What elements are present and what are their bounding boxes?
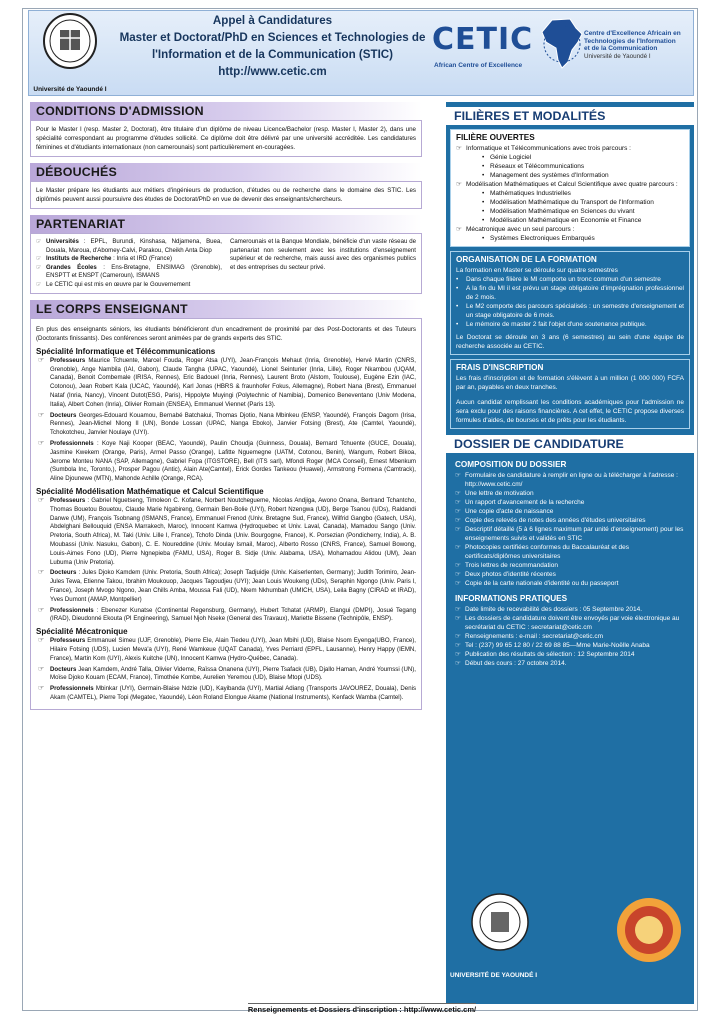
university-caption: Université de Yaoundé I xyxy=(33,86,107,93)
professionnels-list: ☞ Professionnels : Koye Naji Kooper (BEAC, Yaoundé), Paulin Choudja (Guinness, Douala), Bernard Tchuente (GUCE, Douala), Jasmine Kwekem (Orange, Paris), Armel Passo (Orange), Lafitte Nguemegne (UATM, Cotonou, Benin), Wangum, Robert Bikoa, Jerome Monteu NANA (SAP, Allemagne), Gabriel Fopa (ITGSTORE), Bell (ITS sarl), Mfondi Roger (MCA Conseil), Ernest Mbenkum (Sumbola Inc, Toronto,), Prosper Pagou (Antic), Alain Ate(Camtel), Erick Gordes Tankeou (Huawei), Armstrong Formena (Camtrack), Aline Djounewe (MTN), Mahonde Achille (Orange, RCA). xyxy=(38,439,416,483)
hand-pointer-icon: ☞ xyxy=(38,439,45,447)
dossier-title: DOSSIER DE CANDIDATURE xyxy=(446,434,694,453)
partenariat-list xyxy=(36,238,222,289)
composition-title: COMPOSITION DU DOSSIER xyxy=(455,460,567,469)
hand-pointer-icon: ☞ xyxy=(455,490,461,497)
frais-text-1: Les frais d'inscription et de formation s'élèvent à un million (1 000 000) FCFA par an, payables en deux tranches. xyxy=(456,375,684,391)
frais-text-2: Aucun candidat remplissant les conditions académiques pour l'admission ne sera exclu pour des raisons financières. A cet effet, le CETIC propose diverses formules d'aides, de bourses et de prêts pour les étudiants. xyxy=(456,399,684,424)
parcours-item: • Modélisation Mathématique du Transport de l'Information xyxy=(482,199,654,206)
hand-pointer-icon: ☞ xyxy=(456,226,462,233)
hand-pointer-icon: ☞ xyxy=(36,238,42,245)
professionnels-list: ☞ Professionnels : Ebenezer Kunatse (Continental Regensburg, Germany), Hubert Tchatat (ARMP), Elangui (DMPI), Josué Tegang (IRAD), Dieudonné Ekouta (PI Engineering), Samuel Njoh Nseke (General des Travaux), Mariette Bissene (Technipôle, ENSP). xyxy=(38,606,416,623)
admission-title: CONDITIONS D'ADMISSION xyxy=(30,102,422,120)
dossier-item: ☞ Photocopies certifiées conformes du Baccalauréat et des certificats/diplômes universitaires xyxy=(455,544,630,560)
info-item: ☞ Date limite de recevabilité des dossiers : 05 Septembre 2014. xyxy=(455,606,643,613)
hand-pointer-icon: ☞ xyxy=(455,651,461,658)
partenariat-right-text: Camerounais et la Banque Mondiale, bénéficie d'un vaste réseau de partenariat non seulement avec les institutions d'enseignement supérieur et de recherche, mais aussi avec des organismes publics et des entreprises du secteur privé. xyxy=(230,238,416,271)
hand-pointer-icon: ☞ xyxy=(38,496,45,504)
dossier-item: ☞ Une copie d'acte de naissance xyxy=(455,508,554,515)
partenariat-title: PARTENARIAT xyxy=(30,215,422,233)
info-item: ☞ Début des cours : 27 octobre 2014. xyxy=(455,660,567,667)
partner-item: ☞ Universités : EPFL, Burundi, Kinshasa, Ndjamena, Buea, Douala, Maroua, d'Abomey-Calvi, Parakou, Cheikh Anta Diop xyxy=(36,238,222,254)
hand-pointer-icon: ☞ xyxy=(455,562,461,569)
university-seal-icon xyxy=(470,892,530,952)
cetic-english-name: African Centre of Excellence xyxy=(434,62,523,69)
hand-pointer-icon: ☞ xyxy=(38,569,45,577)
hand-pointer-icon: ☞ xyxy=(455,606,461,613)
frais-title: FRAIS D'INSCRIPTION xyxy=(456,363,544,372)
organisation-item: • Le mémoire de master 2 fait l'objet d'une soutenance publique. xyxy=(456,321,647,328)
ensp-logo-icon xyxy=(616,897,682,963)
specialite-title: Spécialité Modélisation Mathématique et Calcul Scientifique xyxy=(36,486,264,496)
cetic-fr-line-3: et de la Communication xyxy=(584,45,658,52)
corps-title: LE CORPS ENSEIGNANT xyxy=(30,300,422,318)
info-item: ☞ Tel : (237) 99 65 12 80 / 22 69 88 85—Mme Marie-Noëlle Anaba xyxy=(455,642,650,649)
parcours-item: • Génie Logiciel xyxy=(482,154,532,161)
hand-pointer-icon: ☞ xyxy=(38,606,45,614)
hand-pointer-icon: ☞ xyxy=(455,508,461,515)
hand-pointer-icon: ☞ xyxy=(455,660,461,667)
hand-pointer-icon: ☞ xyxy=(38,685,45,693)
partner-item: ☞ Instituts de Recherche : Inria et IRD (France) xyxy=(36,255,172,262)
right-column xyxy=(446,102,694,1004)
poster-title xyxy=(110,12,435,80)
hand-pointer-icon: ☞ xyxy=(455,615,461,622)
bullet-icon: • xyxy=(456,276,459,283)
bullet-icon: • xyxy=(482,172,485,179)
bullet-icon: • xyxy=(482,163,485,170)
title-line-1: Appel à Candidatures xyxy=(212,14,333,27)
hand-pointer-icon: ☞ xyxy=(456,145,462,152)
hand-pointer-icon: ☞ xyxy=(455,526,461,533)
organisation-box xyxy=(450,251,690,355)
docteurs-list: ☞ Docteurs : Jules Djoko Kamdem (Univ. Pretoria, South Africa); Joseph Tadjuidje (Univ. Kaiserlenten, Germany); Judith Torimiro, Jean-Jules Tewa, Etienne Takou, Ibrahim Moukouop, Jacques Tagoudjeu (UYI); Jean Louis Woukeng (UDs), Seraphin Ngongo (Univ. Paris I, France), Joseph Mvogo Ngono, Jean Chills Amba, Moussa Fali (UD), Nkem Nkhumbah (UMICH, USA), Leila Bagny (CIRAD et IRAD), Yves Dumont (AMAP, Montpellier) xyxy=(38,569,416,603)
cetic-french-name xyxy=(584,30,694,60)
cetic-wordmark: CETIC xyxy=(432,22,534,57)
bullet-icon: • xyxy=(456,285,459,292)
dossier-item: ☞ Copie des relevés de notes des années d'études universitaires xyxy=(455,517,646,524)
dossier-item: ☞ Copie de la carte nationale d'identité ou du passeport xyxy=(455,580,619,587)
filiere-item: ☞ Informatique et Télécommunications avec trois parcours : xyxy=(456,145,631,152)
hand-pointer-icon: ☞ xyxy=(455,580,461,587)
hand-pointer-icon: ☞ xyxy=(38,665,45,673)
filieres-ouvertes-box xyxy=(450,129,690,247)
hand-pointer-icon: ☞ xyxy=(455,544,461,551)
specialite-title: Spécialité Mécatronique xyxy=(36,627,128,637)
left-column xyxy=(30,102,422,716)
bullet-icon: • xyxy=(482,235,485,242)
cetic-fr-line-1: Centre d'Excellence Africain en xyxy=(584,30,681,37)
dossier-item: ☞ Un rapport d'avancement de la recherche xyxy=(455,499,585,506)
cetic-logo xyxy=(432,22,688,78)
professeurs-list: ☞ Professeurs Maurice Tchuente, Marcel Fouda, Roger Atsa (UYI), Jean-François Mehaut (Inria, Grenoble), Hervé Martin (CNRS, Grenoble), Ange Nambila (IAI, Gabon), Claude Tangha (UPAC, Yaoundé), Lionel Seinturier (Inria, Lille), Roger Nkambou (UQAM, Canada), Benoit Combemale (IRISA, Rennes), Eric Badouel (Inria, Rennes), Laurent Broto (Alstom, Toulouse), Eugène Ezin (IAC, Cotonou), Jean Robert Kala (UCAC, Yaoundé), Karl Jonas (HBRS & fraunhofer Fokus, Allemagne), Robert Nana (Brest), Emmanuel Nataf (Inria, Nancy), Vincent Dutot(ESG, Paris), Hippolyte Muyingi (Polytechnic of Namibia), Domenico Beneventano (Univ Modena, Italia), Albert Cohen (Inria), Olivier Romain (ENSEA), Emmanuel Viennet (Paris 13). xyxy=(38,356,416,408)
admission-text: Pour le Master I (resp. Master 2, Doctorat), être titulaire d'un diplôme de niveau Licence/Bachelor (resp. Master I, Master 2), dans une spécialité correspondant au programme d'études sollicité. Ce diplôme doit être délivré par une université accréditée. Les candidatures féminines et d'étudiants internationaux (non camerounais) sont particulièrement en-couragées. xyxy=(30,120,422,157)
professionnels-list: ☞ Professionnels Mbinkar (UYI), Germain-Blaise Ndzie (UD), Kayibanda (UYI), Martial Adiang (Transports JAVOUREZ, Douala), Denis Akam (CAMTEL), Pierre Topi (Megatec, Yaoundé), Léon Roland Elongue Akame (National Instruments), Kenfack Wamba (Camtel). xyxy=(38,685,416,701)
bullet-icon: • xyxy=(482,217,485,224)
organisation-item: • A la fin du MI il est prévu un stage obligatoire d'imprégnation professionnel de 2 mois. xyxy=(456,285,684,301)
parcours-item: • Modélisation Mathématique en Economie et Finance xyxy=(482,217,642,224)
parcours-item: • Mathématiques Industrielles xyxy=(482,190,571,197)
partner-item: ☞ Grandes Écoles : Ens-Bretagne, ENSIMAG (Grenoble), ENSPTT et ENSPT (Cameroun), ISMANS xyxy=(36,263,222,279)
hand-pointer-icon: ☞ xyxy=(455,633,461,640)
hand-pointer-icon: ☞ xyxy=(38,637,45,645)
filieres-title: FILIÈRES ET MODALITÉS xyxy=(446,106,694,125)
parcours-item: • Modélisation Mathématique en Sciences du vivant xyxy=(482,208,635,215)
footer-text[interactable]: Renseignements et Dossiers d'inscription : http://www.cetic.cm/ xyxy=(247,1005,477,1014)
hand-pointer-icon: ☞ xyxy=(38,411,45,419)
bullet-icon: • xyxy=(456,321,459,328)
title-line-3: l'Information et de la Communication (STIC) xyxy=(151,48,394,61)
partenariat-box xyxy=(30,233,422,294)
organisation-item: • Le M2 comporte des parcours spécialisés : un semestre d'enseignement et un stage obligatoire de 6 mois. xyxy=(456,303,684,319)
hand-pointer-icon: ☞ xyxy=(455,499,461,506)
corps-box xyxy=(30,318,422,710)
seal-caption: UNIVERSITÉ DE YAOUNDÉ I xyxy=(450,972,538,979)
filiere-item: ☞ Modélisation Mathématiques et Calcul Scientifique avec quatre parcours : xyxy=(456,181,678,188)
bullet-icon: • xyxy=(482,190,485,197)
specialite-title: Spécialité Informatique et Télécommunications xyxy=(36,346,216,356)
hand-pointer-icon: ☞ xyxy=(455,472,461,479)
debouches-text: Le Master prépare les étudiants aux métiers d'ingénieurs de production, d'études ou de recherche dans le domaine des STIC. Les diplômés peuvent aussi poursuivre des études de Doctorat/PhD en vue de devenir des enseignants/chercheurs. xyxy=(30,181,422,209)
filieres-ouvertes-title: FILIÈRE OUVERTES xyxy=(456,133,535,142)
cetic-university: Université de Yaoundé I xyxy=(584,52,651,60)
hand-pointer-icon: ☞ xyxy=(36,255,42,262)
docteurs-list: ☞ Docteurs Georges-Edouard Kouamou, Bernabé Batchakui, Thomas Djotio, Nana Mbinkeu (ENSP, Yaoundé), François Dagorn (Irisa, Rennes), Jean-Michel Nlong II (UN), Bonde Lossan (UPAC, Nanga Eboko), Janvier Fotsing (Brest), Ate (Camtel, Yaoundé), Tchokotcheu, Janvier Noulaye (UYI). xyxy=(38,411,416,437)
parcours-item: • Réseaux et Télécommunications xyxy=(482,163,585,170)
organisation-intro: La formation en Master se déroule sur quatre semestres xyxy=(456,267,618,274)
dossier-item: ☞ Descriptif détaillé (5 à 6 lignes maximum par unité d'enseignement) pour les enseignements suivis et validés en STIC xyxy=(455,526,684,542)
hand-pointer-icon: ☞ xyxy=(36,263,42,271)
professeurs-list: ☞ Professeurs : Gabriel Nguetseng, Timoleon C. Kofane, Norbert Noutchegueme, Nicolas Andjiga, Awono Onana, Bertrand Tchantcho, Thomas Bouetou Bouetou, Claude Marie Ngabireng, Germain Ben-Bolie (UYI), Robert Nzengwa (UD), Berge Tsanou (UDs), Raldandi Danwe (UM), François Tsobnang (ISMANS, France), Emmanuel Frenod (Univ. Bretagne Sud, France), Wilfrid Gangbo (Gatech, USA), Abdelghani Bellouquid (ENSA Marrakech, Maroc), Innocent Kamwa (Hydroquebec et Univ. Laval, Canada), Mamadou Sango (Univ. Pretoria, South Africa), M. Taki (Univ. Lille I, France), Tchofo Dinda (Univ. Bourgogne, France), K. Porsezian (Pondicherry, India), A. B. Moubassi (Univ. Nasuku, Gabon), C. E. Noureddine (Univ. Moulay Ismail, Maroc), Alberto Rosso (CNRS, France), Samuel Bowong, Louis-Aimes Fono (UD), Pierre Ngnepieba (FAMU, USA), Roger B. Sidje (Univ. Alabama, USA), Mohamadou Alidou (UM), Jean Lubuma (Univ Pretoria). xyxy=(38,496,416,566)
dossier-item: ☞ Une lettre de motivation xyxy=(455,490,534,497)
info-item: ☞ Renseignements : e-mail : secretariat@cetic.cm xyxy=(455,633,604,640)
hand-pointer-icon: ☞ xyxy=(455,642,461,649)
bullet-icon: • xyxy=(482,208,485,215)
professeurs-list: ☞ Professeurs Emmanuel Simeu (UJF, Grenoble), Pierre Ele, Alain Tiedeu (UYI), Jean Mbihi (UD), Blaise Nsom Eyenga(UBO, France), Hilaire Fotsing (UDS), Lucien Meva'a (UYI), René Wamkeue (UQAT Canada), Yves Perriard (EPFL, Lausanne), Henry Happy (IEMN, France), Martin Kom (UYI), Alexis Kuitche (UN), Innocent Kamwa (Hydro-Québec, Canada). xyxy=(38,637,416,662)
frais-box xyxy=(450,359,690,429)
cetic-fr-line-2: Technologies de l'Information xyxy=(584,37,676,45)
footer xyxy=(30,1005,694,1014)
africa-map-icon xyxy=(538,16,584,72)
bullet-icon: • xyxy=(482,199,485,206)
hand-pointer-icon: ☞ xyxy=(455,517,461,524)
title-line-2: Master et Doctorat/PhD en Sciences et Technologies de xyxy=(119,31,426,44)
university-yaounde-logo-icon xyxy=(42,12,98,70)
info-item: ☞ Les dossiers de candidature doivent être envoyés par voie électronique au secrétariat du CETIC : secretariat@cetic.cm xyxy=(455,615,680,631)
filiere-item: ☞ Mécatronique avec un seul parcours : xyxy=(456,226,575,233)
corps-intro: En plus des enseignants séniors, les étudiants bénéficieront d'un encadrement de proximité par des Post-Doctorants et des Tuteurs (Doctorants finissants). Des conférences seront animées par de grands experts des STIC. xyxy=(36,326,416,343)
bullet-icon: • xyxy=(482,154,485,161)
organisation-doctorat: Le Doctorat se déroule en 3 ans (6 semestres) au sein d'une équipe de recherche associée au CETIC. xyxy=(456,334,684,350)
title-url[interactable]: http://www.cetic.cm xyxy=(218,65,327,78)
dossier-item: ☞ Formulaire de candidature à remplir en ligne ou à télécharger à l'adresse : http://www.cetic.cm/ xyxy=(455,472,678,488)
hand-pointer-icon: ☞ xyxy=(456,181,462,188)
bullet-icon: • xyxy=(456,303,459,310)
hand-pointer-icon: ☞ xyxy=(36,280,42,288)
infos-title: INFORMATIONS PRATIQUES xyxy=(455,594,568,603)
hand-pointer-icon: ☞ xyxy=(38,356,45,364)
partner-item: ☞ Le CETIC qui est mis en œuvre par le Gouvernement xyxy=(36,280,191,288)
debouches-title: DÉBOUCHÉS xyxy=(30,163,422,181)
composition-box xyxy=(450,457,690,671)
dossier-item: ☞ Deux photos d'identité récentes xyxy=(455,571,556,578)
dossier-item: ☞ Trois lettres de recommandation xyxy=(455,562,558,569)
info-item: ☞ Publication des résultats de sélection : 12 Septembre 2014 xyxy=(455,651,635,658)
organisation-title: ORGANISATION DE LA FORMATION xyxy=(456,255,597,264)
parcours-item: • Systèmes Electroniques Embarqués xyxy=(482,235,595,242)
parcours-item: • Management des systèmes d'Information xyxy=(482,172,609,179)
hand-pointer-icon: ☞ xyxy=(455,571,461,578)
docteurs-list: ☞ Docteurs Jean Kamdem, André Talla, Olivier Videme, Raïssa Onanena (UYI), Pierre Tsafack (UB), Djallo Haman, André Youmssi (UN), Moïse Djoko Kouam (ECAM, France), Timothée Kombe, Aurelien Yeremou (UD), Blaise Mtopi (UDS). xyxy=(38,665,416,682)
organisation-item: • Dans chaque filière le MI comporte un tronc commun d'un semestre xyxy=(456,276,661,283)
